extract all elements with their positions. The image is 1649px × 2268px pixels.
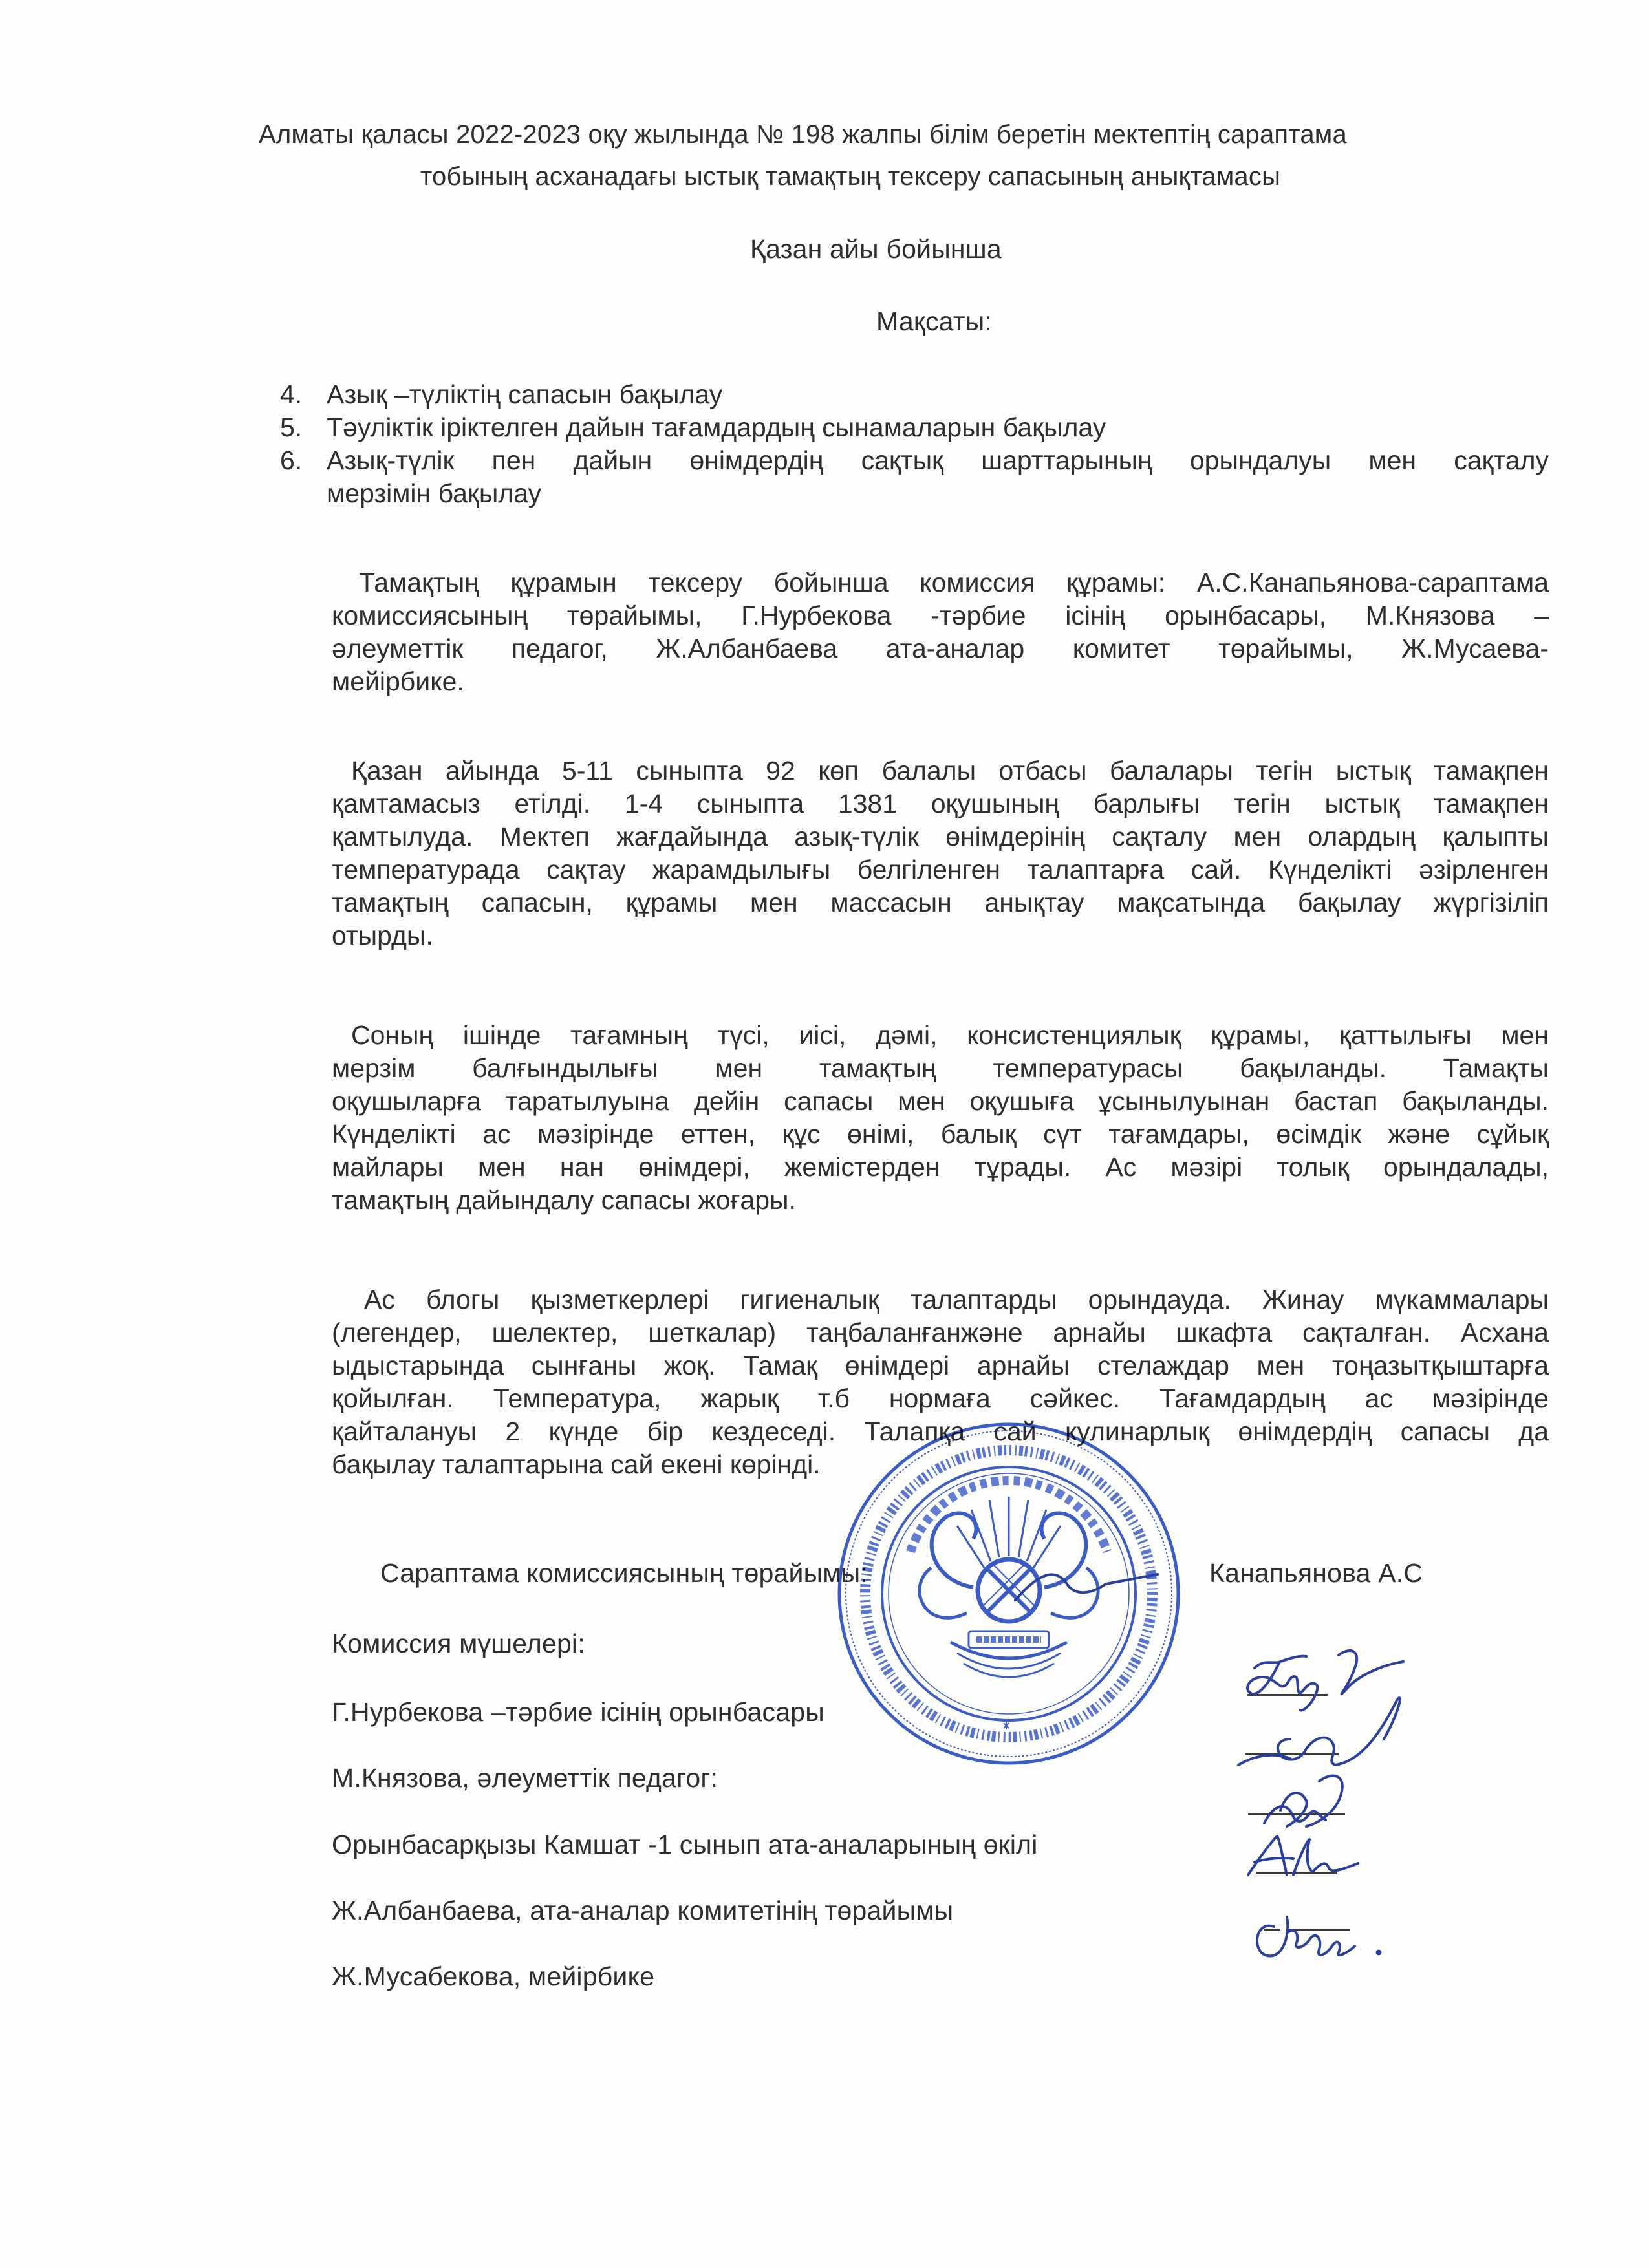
paragraph-line: мерзім балғындылығы мен тамақтың температурасы бақыланды. Тамақты — [332, 1053, 1549, 1083]
paragraph-line: (легендер, шелектер, шеткалар) таңбаланғанжәне арнайы шкафта сақталған. Асхана — [332, 1318, 1549, 1347]
goal-text: Азық-түлік пен дайын өнімдердің сақтық шарттарының орындалуы мен сақталу — [327, 445, 1549, 475]
members-heading: Комиссия мүшелері: — [332, 1629, 585, 1658]
paragraph-line: комиссиясының төрайымы, Г.Нурбекова -тәрбие ісінің орынбасары, М.Князова – — [332, 601, 1549, 630]
goals-list — [280, 381, 1549, 513]
paragraph-line: мейірбике. — [332, 667, 464, 696]
chair-label: Сараптама комиссиясының төрайымы: — [380, 1558, 868, 1588]
paragraph-line: оқушыларға таратылуына дейін сапасы мен оқушыға ұсынылуынан бастап бақыланды. — [332, 1086, 1549, 1116]
member-line: Ж.Албанбаева, ата-аналар комитетінің төрайымы — [332, 1896, 954, 1925]
goal-number: 5. — [280, 412, 303, 442]
paragraph-line: қайталануы 2 күнде бір кездеседі. Талапқа сай кулинарлық өнімдердің сапасы да — [332, 1417, 1549, 1446]
paragraph-line: температурада сақтау жарамдылығы белгіленген талаптарға сай. Күнделікті әзірленген — [332, 855, 1549, 884]
signature-nurbekova — [1247, 1651, 1403, 1710]
paragraph-line: майлары мен нан өнімдері, жемістерден тұрады. Ас мәзірі толық орындалады, — [332, 1152, 1549, 1182]
paragraph-line: ыдыстарында сынғаны жоқ. Тамақ өнімдері арнайы стелаждар мен тоңазытқыштарға — [332, 1351, 1549, 1380]
signature-musabekova — [1257, 1917, 1355, 1956]
goal-number: 4. — [280, 380, 303, 409]
paragraph-line: тамақтың дайындалу сапасы жоғары. — [332, 1185, 796, 1215]
chair-signature — [1009, 1539, 1242, 1616]
paragraph-line: тамақтың сапасын, құрамы мен массасын анықтау мақсатында бақылау жүргізіліп — [332, 888, 1549, 917]
paragraph-quality — [332, 1019, 1549, 1217]
member-signatures — [1229, 1629, 1449, 2004]
goal-text: Азық –түліктің сапасын бақылау — [327, 380, 723, 409]
paragraph-line: қамтылуда. Мектеп жағдайында азық-түлік өнімдерінің сақталу мен олардың қалыпты — [332, 822, 1549, 851]
goal-number: 6. — [280, 445, 303, 475]
goal-text: Тәуліктік іріктелген дайын тағамдардың сынамаларын бақылау — [327, 412, 1106, 442]
goal-text-continuation: мерзімін бақылау — [327, 478, 542, 508]
document-title-line-2: тобының асханадағы ыстық тамақтың тексеру сапасының анықтамасы — [420, 162, 1281, 191]
goal-item — [280, 414, 1549, 447]
paragraph-line: Тамақтың құрамын тексеру бойынша комиссия құрамы: А.С.Канапьянова-сараптама — [359, 568, 1549, 597]
member-line: Г.Нурбекова –тәрбие ісінің орынбасары — [332, 1697, 824, 1727]
paragraph-line: қойылған. Температура, жарық т.б нормаға сәйкес. Тағамдардың ас мәзірінде — [332, 1384, 1549, 1413]
signature-albanbaeva — [1248, 1836, 1358, 1875]
goal-item-continuation — [280, 480, 1549, 513]
paragraph-line: бақылау талаптарына сай екені көрінді. — [332, 1450, 821, 1479]
paragraph-line: Қазан айында 5-11 сыныпта 92 көп балалы отбасы балалары тегін ыстық тамақпен — [351, 756, 1549, 786]
paragraph-october — [332, 754, 1549, 952]
goals-heading: Мақсаты: — [876, 306, 992, 336]
document-title-line-1: Алматы қаласы 2022-2023 оқу жылында № 198 жалпы білім беретін мектептің сараптама — [259, 120, 1347, 149]
paragraph-line: Соның ішінде тағамның түсі, иісі, дәмі, консистенциялық құрамы, қаттылығы мен — [351, 1020, 1549, 1050]
paragraph-line: қамтамасыз етілді. 1-4 сыныпта 1381 оқушының барлығы тегін ыстық тамақпен — [332, 789, 1549, 818]
member-line: М.Князова, әлеуметтік педагог: — [332, 1763, 718, 1793]
member-line: Ж.Мусабекова, мейірбике — [332, 1962, 655, 1991]
month-heading: Қазан айы бойынша — [750, 234, 1002, 264]
paragraph-line: әлеуметтік педагог, Ж.Албанбаева ата-аналар комитет төрайымы, Ж.Мусаева- — [332, 634, 1549, 663]
paragraph-line: Ас блогы қызметкерлері гигиеналық талаптарды орындауда. Жинау мүкаммалары — [364, 1285, 1549, 1314]
goal-item — [280, 447, 1549, 480]
paragraph-kitchen — [332, 1283, 1549, 1481]
goal-item — [280, 381, 1549, 414]
signature-kamshat — [1264, 1776, 1342, 1826]
paragraph-line: Күнделікті ас мәзірінде еттен, құс өнімі, балық сүт тағамдары, өсімдік және сұйық — [332, 1119, 1549, 1149]
paragraph-line: отырды. — [332, 921, 433, 950]
paragraph-commission — [332, 566, 1549, 698]
member-line: Орынбасарқызы Камшат -1 сынып ата-аналарының өкілі — [332, 1830, 1038, 1859]
chair-name: Канапьянова А.С — [1209, 1558, 1423, 1588]
signature-knyazova — [1238, 1698, 1400, 1765]
